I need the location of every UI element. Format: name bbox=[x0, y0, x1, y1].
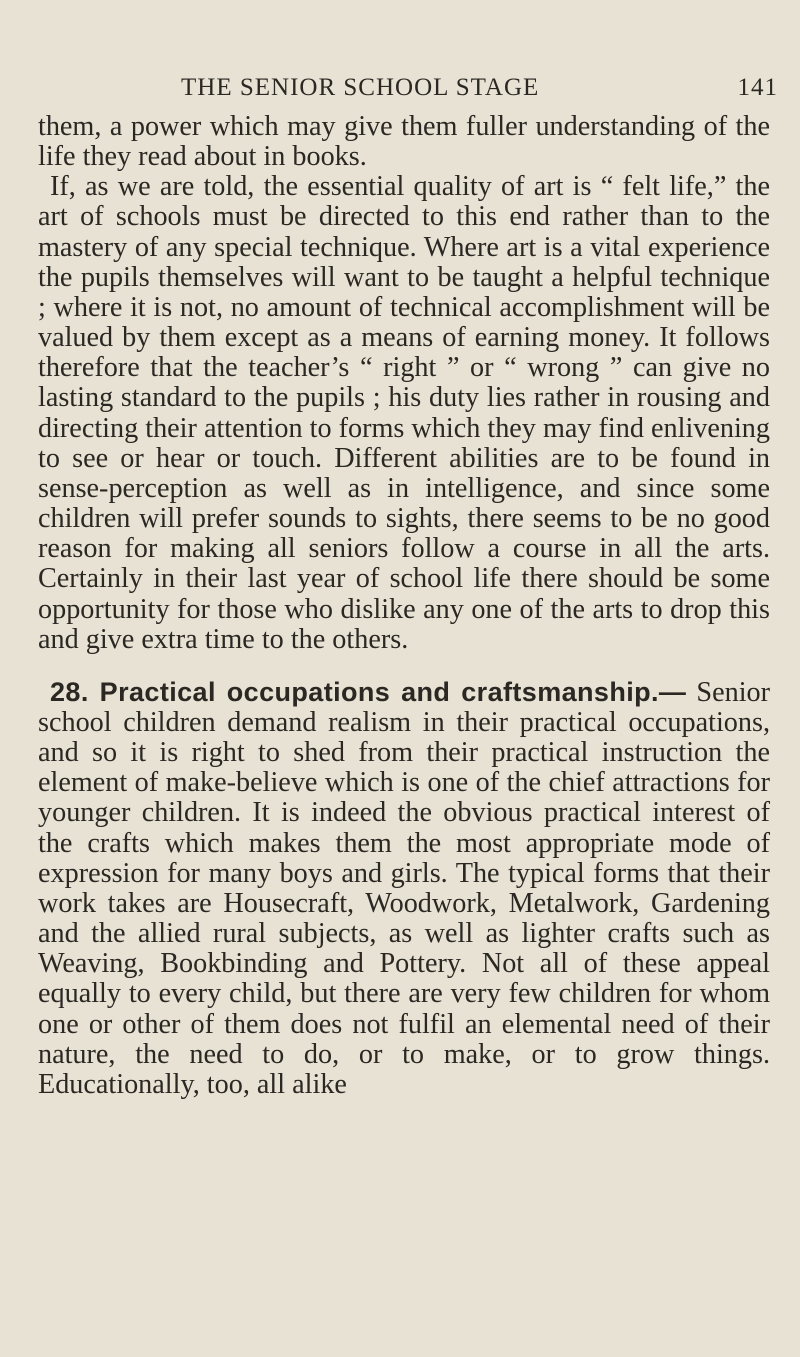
section-text: Senior school children demand realism in their practical occupations, and so it is right to shed from their practical instruction the element of make-believe which is one of the chief attractions for younger children. It is indeed the obvious practical interest of the crafts which makes them the most appropriate mode of expression for many boys and girls. The typical forms that their work takes are Housecraft, Woodwork, Metalwork, Gardening and the allied rural subjects, as well as lighter crafts such as Weaving, Bookbinding and Pottery. Not all of these appeal equally to every child, but there are very few children for whom one or other of them does not fulfil an elemental need of their nature, the need to do, or to make, or to grow things. Educationally, too, all alike bbox=[38, 676, 770, 1100]
section-28-paragraph bbox=[38, 677, 770, 1100]
page-number: 141 bbox=[737, 74, 778, 101]
section-heading: 28. Practical occupations and craftsmanship.— bbox=[50, 676, 687, 707]
body-text bbox=[38, 112, 770, 1100]
paragraph-art: If, as we are told, the essential quality of art is “ felt life,” the art of schools must be directed to this end rather than to the mastery of any special technique. Where art is a vital experience the pupils themselves will want to be taught a helpful technique ; where it is not, no amount of technical accomplishment will be valued by them except as a means of earning money. It follows therefore that the teacher’s “ right ” or “ wrong ” can give no lasting standard to the pupils ; his duty lies rather in rousing and directing their attention to forms which they may find enlivening to see or hear or touch. Different abilities are to be found in sense-perception as well as in intelligence, and since some children will prefer sounds to sights, there seems to be no good reason for making all seniors follow a course in all the arts. Certainly in their last year of school life there should be some opportunity for those who dislike any one of the arts to drop this and give extra time to the others. bbox=[38, 171, 770, 655]
running-header bbox=[181, 74, 778, 102]
running-title: THE SENIOR SCHOOL STAGE bbox=[181, 74, 540, 101]
paragraph-continuation: them, a power which may give them fuller understanding of the life they read about in books. bbox=[38, 111, 770, 173]
